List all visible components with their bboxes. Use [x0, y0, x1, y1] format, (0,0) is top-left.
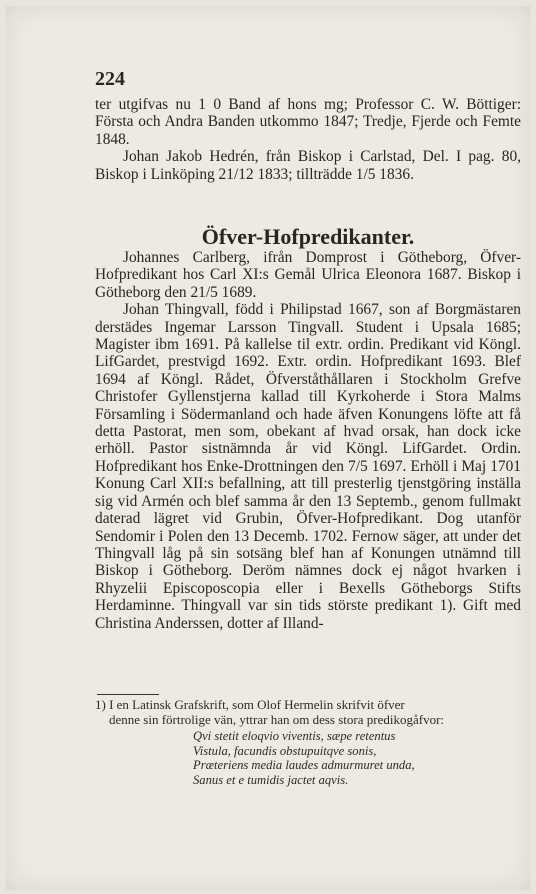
footnote	[95, 698, 521, 788]
section-heading: Öfver-Hofpredikanter.	[201, 224, 415, 249]
paragraph-hedren: Johan Jakob Hedrén, från Biskop i Carlstad, Del. I pag. 80, Biskop i Linköping 21/12 1833; tillträdde 1/5 1836.	[95, 148, 521, 183]
footnote-divider	[97, 694, 159, 695]
paragraph-carlberg: Johannes Carlberg, ifrån Domprost i Götheborg, Öfver-Hofpredikant hos Carl XI:s Gemål Ulrica Eleonora 1687. Biskop i Götheborg den 21/5 1689.	[95, 249, 521, 301]
footnote-quote	[95, 729, 521, 787]
book-page	[6, 6, 530, 890]
page-number: 224	[95, 68, 125, 90]
paragraph-continuation: ter utgifvas nu 1 0 Band af hons mg; Professor C. W. Böttiger: Första och Andra Banden utkommo 1847; Tredje, Fjerde och Femte 1848.	[95, 96, 521, 148]
footnote-lead: 1) I en Latinsk Grafskrift, som Olof Hermelin skrifvit öfver	[95, 697, 405, 712]
quote-line: Vistula, facundis obstupuitqve sonis,	[193, 743, 377, 758]
body-text-top	[95, 96, 521, 183]
quote-line: Sanus et e tumidis jactet aqvis.	[193, 772, 349, 787]
quote-line: Præteriens media laudes admurmuret unda,	[193, 758, 415, 773]
quote-line: Qvi stetit eloqvio viventis, sæpe retentus	[193, 729, 396, 744]
paragraph-thingvall: Johan Thingvall, född i Philipstad 1667, son af Borgmästaren derstädes Ingemar Larsson Tingvall. Student i Upsala 1685; Magister ibm 1691. På kallelse til extr. ordin. Predikant vid Köngl. LifGardet, prestvigd 1692. Extr. ordin. Hofpredikant 1693. Blef 1694 af Köngl. Rådet, Öfverståthållaren i Stockholm Grefve Christofer Gyllenstjerna kallad till Kyrkoherde i Stora Malms Församling i Södermanland och hade äfven Konungens löfte att få detta Pastorat, men som, obekant af hvad orsak, han dock icke erhöll. Pastor sistnämnda år vid Köngl. LifGardet. Ordin. Hofpredikant hos Enke-Drottningen den 7/5 1697. Erhöll i Maj 1701 Konung Carl XII:s befallning, att till presterlig tjenstgöring inställa sig vid Armén och blef samma år den 13 Septemb., genom fullmakt daterad lägret vid Grubin, Öfver-Hofpredikant. Dog utanför Sendomir i Polen den 13 Decemb. 1702. Fernow säger, att under det Thingvall låg på sin sotsäng blef han af Konungen utnämnd till Biskop i Götheborg. Deröm nämnes dock ej något hvarken i Rhyzelii Episcoposcopia eller i Bexells Götheborgs Stifts Herdaminne. Thingvall var sin tids störste predikant 1). Gift med Christina Anderssen, dotter af Illand-	[95, 301, 521, 632]
body-text-bottom	[95, 249, 521, 632]
footnote-continuation: denne sin förtrolige vän, yttrar han om dess stora predikogåfvor:	[109, 711, 445, 727]
